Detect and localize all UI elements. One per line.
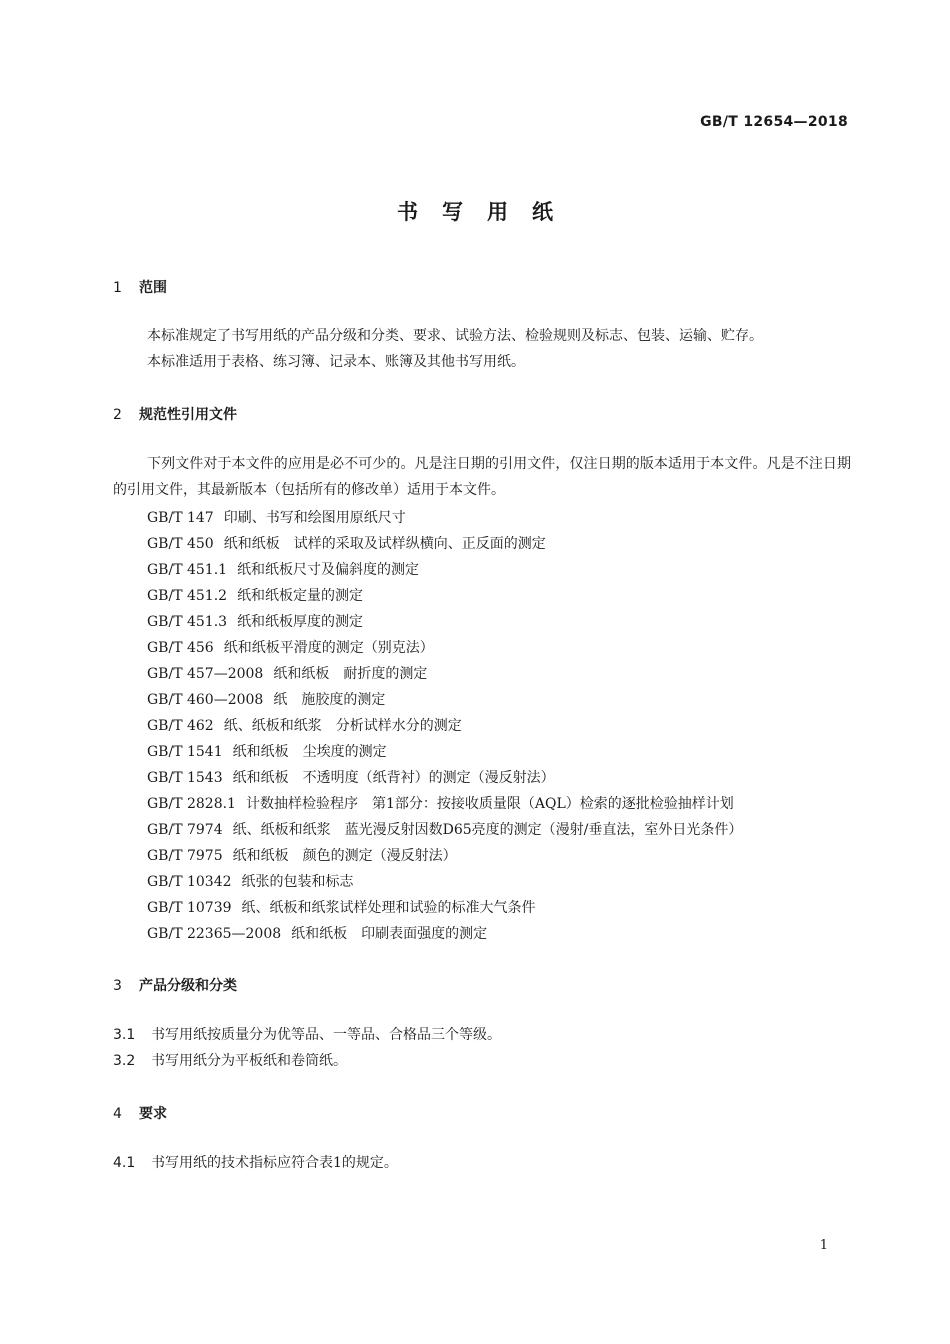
clause-number: 3.2 (113, 1053, 136, 1069)
section-1-heading (113, 277, 167, 297)
reference-code: GB/T 456 (147, 640, 214, 656)
reference-title: 纸和纸板尺寸及偏斜度的测定 (237, 562, 420, 578)
clause-text: 书写用纸的技术指标应符合表1的规定。 (151, 1155, 398, 1171)
reference-item (147, 767, 555, 787)
clause-4-1 (113, 1152, 398, 1172)
reference-code: GB/T 10342 (147, 874, 232, 890)
reference-item (147, 845, 457, 865)
clause-text: 书写用纸按质量分为优等品、一等品、合格品三个等级。 (151, 1027, 501, 1043)
reference-title: 纸和纸板定量的测定 (237, 588, 364, 604)
section-title: 规范性引用文件 (139, 407, 237, 423)
section-4-heading (113, 1103, 167, 1123)
reference-title: 纸张的包装和标志 (241, 874, 354, 890)
reference-code: GB/T 457—2008 (147, 666, 264, 682)
clause-number: 4.1 (113, 1155, 136, 1171)
reference-item (147, 559, 419, 579)
reference-title: 纸、纸板和纸浆试样处理和试验的标准大气条件 (241, 900, 536, 916)
reference-code: GB/T 2828.1 (147, 796, 236, 812)
reference-code: GB/T 7974 (147, 822, 223, 838)
reference-item (147, 637, 434, 657)
reference-item (147, 923, 487, 943)
reference-item (147, 793, 734, 813)
reference-title: 纸和纸板 印刷表面强度的测定 (291, 926, 488, 942)
scope-line-2: 本标准适用于表格、练习簿、记录本、账簿及其他书写用纸。 (147, 354, 525, 370)
reference-title: 纸和纸板 试样的采取及试样纵横向、正反面的测定 (223, 536, 546, 552)
clause-number: 3.1 (113, 1027, 136, 1043)
reference-item (147, 715, 462, 735)
reference-title: 计数抽样检验程序 第1部分：按接收质量限（AQL）检索的逐批检验抽样计划 (245, 796, 734, 812)
reference-title: 纸和纸板 不透明度（纸背衬）的测定（漫反射法） (232, 770, 555, 786)
reference-code: GB/T 451.2 (147, 588, 228, 604)
reference-code: GB/T 7975 (147, 848, 223, 864)
reference-title: 纸和纸板 尘埃度的测定 (232, 744, 387, 760)
page-number: 1 (819, 1238, 828, 1253)
section-2-heading (113, 404, 237, 424)
references-intro: 下列文件对于本文件的应用是必不可少的。凡是注日期的引用文件，仅注日期的版本适用于本文件。凡是不注日期的引用文件，其最新版本（包括所有的修改单）适用于本文件。 (113, 456, 851, 498)
clause-text: 书写用纸分为平板纸和卷筒纸。 (151, 1053, 347, 1069)
reference-code: GB/T 451.3 (147, 614, 228, 630)
reference-item (147, 741, 387, 761)
reference-item (147, 689, 385, 709)
reference-item (147, 819, 742, 839)
standard-code: GB/T 12654—2018 (700, 114, 848, 130)
reference-item (147, 611, 363, 631)
section-number: 2 (113, 407, 122, 423)
reference-item (147, 871, 354, 891)
reference-code: GB/T 462 (147, 718, 214, 734)
reference-item (147, 663, 427, 683)
section-3-heading (113, 975, 237, 995)
reference-title: 纸 施胶度的测定 (273, 692, 386, 708)
reference-code: GB/T 451.1 (147, 562, 228, 578)
reference-title: 纸和纸板平滑度的测定（别克法） (223, 640, 434, 656)
reference-title: 纸、纸板和纸浆 分析试样水分的测定 (223, 718, 462, 734)
section-title: 范围 (139, 280, 167, 296)
reference-title: 纸、纸板和纸浆 蓝光漫反射因数D65亮度的测定（漫射/垂直法，室外日光条件） (232, 822, 743, 838)
reference-title: 纸和纸板厚度的测定 (237, 614, 364, 630)
section-number: 1 (113, 280, 122, 296)
reference-item (147, 897, 536, 917)
reference-item (147, 507, 406, 527)
section-title: 要求 (139, 1106, 167, 1122)
reference-code: GB/T 22365—2008 (147, 926, 282, 942)
reference-item (147, 585, 363, 605)
reference-item (147, 533, 546, 553)
reference-code: GB/T 1541 (147, 744, 223, 760)
scope-line-1: 本标准规定了书写用纸的产品分级和分类、要求、试验方法、检验规则及标志、包装、运输、贮存。 (147, 328, 763, 344)
reference-title: 纸和纸板 颜色的测定（漫反射法） (232, 848, 457, 864)
reference-code: GB/T 460—2008 (147, 692, 264, 708)
reference-code: GB/T 10739 (147, 900, 232, 916)
reference-title: 纸和纸板 耐折度的测定 (273, 666, 428, 682)
section-number: 4 (113, 1106, 122, 1122)
reference-code: GB/T 450 (147, 536, 214, 552)
reference-code: GB/T 147 (147, 510, 214, 526)
clause-3-2 (113, 1050, 347, 1070)
section-title: 产品分级和分类 (139, 978, 237, 994)
document-title: 书写用纸 (397, 200, 577, 224)
reference-title: 印刷、书写和绘图用原纸尺寸 (223, 510, 406, 526)
clause-3-1 (113, 1024, 501, 1044)
reference-code: GB/T 1543 (147, 770, 223, 786)
section-number: 3 (113, 978, 122, 994)
